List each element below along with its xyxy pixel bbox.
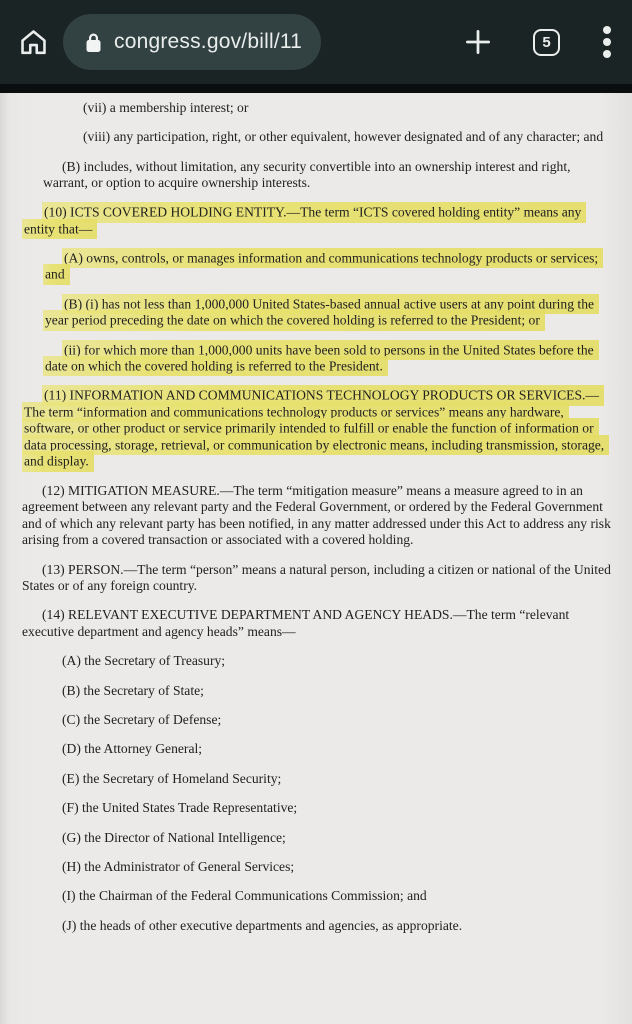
bill-clause-highlighted [43, 296, 614, 329]
bill-clause-highlighted [22, 205, 614, 238]
lock-icon [85, 32, 102, 53]
highlight-span: (B) (i) has not less than 1,000,000 United States-based annual active users at any point during the year period preceding the date on which the covered holding is referred to the President; or [43, 294, 599, 331]
bill-clause: (vii) a membership interest; or [83, 100, 249, 115]
highlight-span: (11) INFORMATION AND COMMUNICATIONS TECHNOLOGY PRODUCTS OR SERVICES.—The term “information and communications technology products or services” means any hardware, software, or other product or service primarily intended to fulfill or enable the function of information or data processing, storage, retrieval, or communication by electronic means, including transmission, storage, and display. [22, 385, 609, 471]
bill-list-item: (B) the Secretary of State; [62, 682, 204, 698]
bill-clause: (12) MITIGATION MEASURE.—The term “mitigation measure” means a measure agreed to in an agreement between any relevant party and the Federal Government, or ordered by the Federal Government and of which any relevant party has been notified, in any matter addressed under this Act to address any risk arising from a covered transaction or associated with a covered holding. [22, 482, 611, 548]
tab-switcher-button[interactable] [533, 29, 560, 56]
bill-list-item: (J) the heads of other executive departments and agencies, as appropriate. [62, 917, 463, 933]
browser-toolbar [0, 0, 632, 84]
new-tab-button[interactable] [463, 27, 493, 57]
bill-list-item: (F) the United States Trade Representative; [62, 800, 298, 816]
bill-list-item: (I) the Chairman of the Federal Communications Commission; and [62, 888, 427, 904]
plus-icon [463, 27, 493, 57]
bill-list-item: (A) the Secretary of Treasury; [62, 653, 226, 669]
bill-list-item: (D) the Attorney General; [62, 741, 203, 757]
bill-clause: (13) PERSON.—The term “person” means a natural person, including a citizen or national of the United States or of any foreign country. [22, 561, 611, 593]
bill-list-item: (H) the Administrator of General Services; [62, 859, 295, 874]
highlight-span: (ii) for which more than 1,000,000 units have been sold to persons in the United States before the date on which the covered holding is referred to the President. [43, 340, 599, 377]
bill-clause: (B) includes, without limitation, any security convertible into an ownership interest and right, warrant, or option to acquire ownership interests. [43, 158, 571, 191]
page-top-divider [0, 84, 632, 93]
url-text: congress.gov/bill/11 [114, 30, 303, 53]
bill-text-page [0, 93, 632, 1024]
home-icon [18, 27, 49, 58]
highlight-span: (10) ICTS COVERED HOLDING ENTITY.—The term “ICTS covered holding entity” means any entity that— [22, 202, 586, 239]
browser-menu-button[interactable] [602, 25, 616, 59]
bill-clause-highlighted [22, 388, 614, 470]
bill-clause-highlighted [43, 342, 614, 375]
kebab-menu-icon [602, 25, 612, 59]
bill-clause: (14) RELEVANT EXECUTIVE DEPARTMENT AND AGENCY HEADS.—The term “relevant executive department and agency heads” means— [22, 607, 570, 639]
bill-list-item: (E) the Secretary of Homeland Security; [62, 770, 282, 786]
bill-list-item: (C) the Secretary of Defense; [62, 711, 222, 727]
bill-list-item: (G) the Director of National Intelligence; [62, 829, 286, 845]
bill-clause-highlighted [43, 250, 614, 283]
highlight-span: (A) owns, controls, or manages information and communications technology products or services; and [43, 248, 603, 285]
bill-clause: (viii) any participation, right, or other equivalent, however designated and of any character; and [83, 129, 604, 145]
url-bar[interactable] [63, 14, 321, 70]
home-button[interactable] [18, 27, 49, 58]
tab-count: 5 [542, 33, 551, 51]
